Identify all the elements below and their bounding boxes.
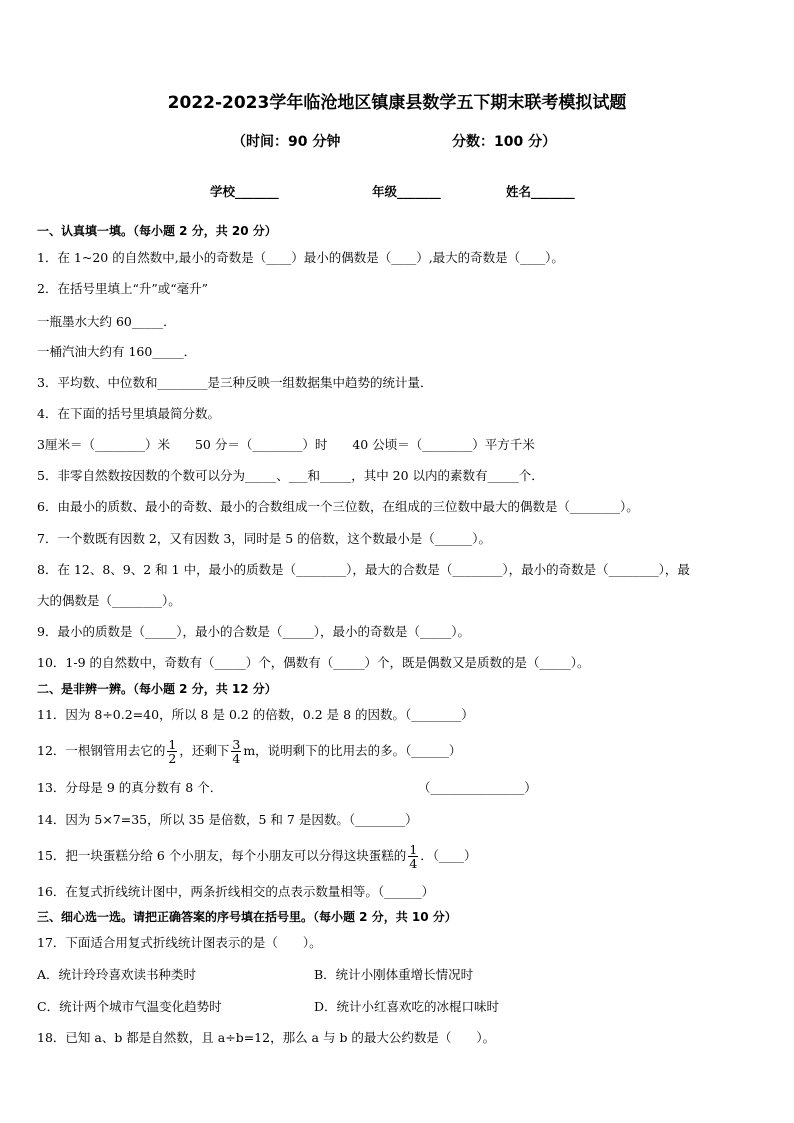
- q12-middle: ，还剩下: [179, 743, 230, 758]
- section1-heading: 一、认真填一填。（每小题 2 分，共 20 分）: [37, 224, 277, 238]
- fraction-numerator: 1: [409, 842, 418, 857]
- grade-field: 年级_______: [372, 184, 441, 199]
- question-13: 13．分母是 9 的真分数有 8 个．: [37, 780, 223, 795]
- q15-suffix: ．（____）: [420, 848, 477, 863]
- question-1: 1．在 1~20 的自然数中,最小的奇数是（____）最小的偶数是（____）,最大的奇数是（____）。: [37, 250, 564, 265]
- fraction-quarter: [408, 843, 418, 870]
- q15-prefix: 15．把一块蛋糕分给 6 个小朋友，每个小朋友可以分得这块蛋糕的: [37, 848, 407, 863]
- question-15: [37, 838, 477, 874]
- fraction-denominator: 4: [232, 751, 241, 766]
- question-6: 6．由最小的质数、最小的奇数、最小的合数组成一个三位数，在组成的三位数中最大的偶数是（________）。: [37, 499, 639, 514]
- question-2: 2．在括号里填上“升”或“毫升”: [37, 281, 209, 296]
- option-17b: B．统计小刚体重增长情况时: [314, 967, 474, 982]
- question-12: [37, 733, 461, 769]
- question-2a: 一瓶墨水大约 60_____．: [37, 314, 176, 329]
- question-16: 16．在复式折线统计图中，两条折线相交的点表示数量相等。（______）: [37, 884, 435, 899]
- question-2b: 一桶汽油大约有 160_____．: [37, 344, 197, 359]
- page-title: 2022-2023学年临沧地区镇康县数学五下期末联考模拟试题: [167, 93, 627, 113]
- question-13-blank: （_______________）: [418, 780, 537, 795]
- exam-score: 分数：100 分）: [452, 134, 557, 150]
- option-17a: A．统计玲玲喜欢读书种类时: [37, 967, 197, 982]
- fraction-numerator: 3: [232, 737, 241, 752]
- option-17c: C．统计两个城市气温变化趋势时: [37, 999, 222, 1014]
- question-4a: 3厘米＝（________）米 50 分＝（________）时 40 公顷＝（________）平方千米: [37, 437, 535, 452]
- question-8-line2: 大的偶数是（________）。: [37, 593, 181, 608]
- question-5: 5．非零自然数按因数的个数可以分为_____、___和_____，其中 20 以内的素数有_____个．: [37, 468, 544, 483]
- school-field: 学校_______: [210, 184, 279, 199]
- q12-suffix: m，说明剩下的比用去的多。（______）: [243, 743, 462, 758]
- question-18: 18．已知 a、b 都是自然数，且 a÷b=12，那么 a 与 b 的最大公约数是（ ）。: [37, 1030, 496, 1045]
- fraction-three-quarters: [231, 738, 241, 765]
- fraction-numerator: 1: [168, 737, 177, 752]
- question-3: 3．平均数、中位数和________是三种反映一组数据集中趋势的统计量．: [37, 375, 433, 390]
- fraction-denominator: 4: [409, 856, 418, 871]
- option-17d: D．统计小红喜欢吃的冰棍口味时: [314, 999, 500, 1014]
- question-10: 10．1-9 的自然数中，奇数有（_____）个，偶数有（_____）个，既是偶数又是质数的是（_____）。: [37, 655, 590, 670]
- question-14: 14．因为 5×7=35，所以 35 是倍数，5 和 7 是因数。（________）: [37, 812, 418, 827]
- question-9: 9．最小的质数是（_____），最小的合数是（_____），最小的奇数是（_____）。: [37, 624, 470, 639]
- question-7: 7．一个数既有因数 2，又有因数 3，同时是 5 的倍数，这个数最小是（______）。: [37, 531, 491, 546]
- fraction-denominator: 2: [168, 751, 177, 766]
- q12-prefix: 12．一根钢管用去它的: [37, 743, 166, 758]
- question-4: 4．在下面的括号里填最简分数。: [37, 406, 220, 421]
- exam-time: （时间：90 分钟: [232, 134, 341, 150]
- section3-heading: 三、细心选一选。请把正确答案的序号填在括号里。（每小题 2 分，共 10 分）: [37, 910, 457, 924]
- fraction-half: [167, 738, 177, 765]
- question-8-line1: 8．在 12、8、9、2 和 1 中，最小的质数是（________），最大的合数是（________），最小的奇数是（________），最: [37, 562, 690, 577]
- section2-heading: 二、是非辨一辨。（每小题 2 分，共 12 分）: [37, 682, 277, 696]
- question-11: 11．因为 8÷0.2=40，所以 8 是 0.2 的倍数，0.2 是 8 的因数。（________）: [37, 707, 474, 722]
- question-17: 17．下面适合用复式折线统计图表示的是（ ）。: [37, 935, 322, 950]
- name-field: 姓名_______: [506, 184, 575, 199]
